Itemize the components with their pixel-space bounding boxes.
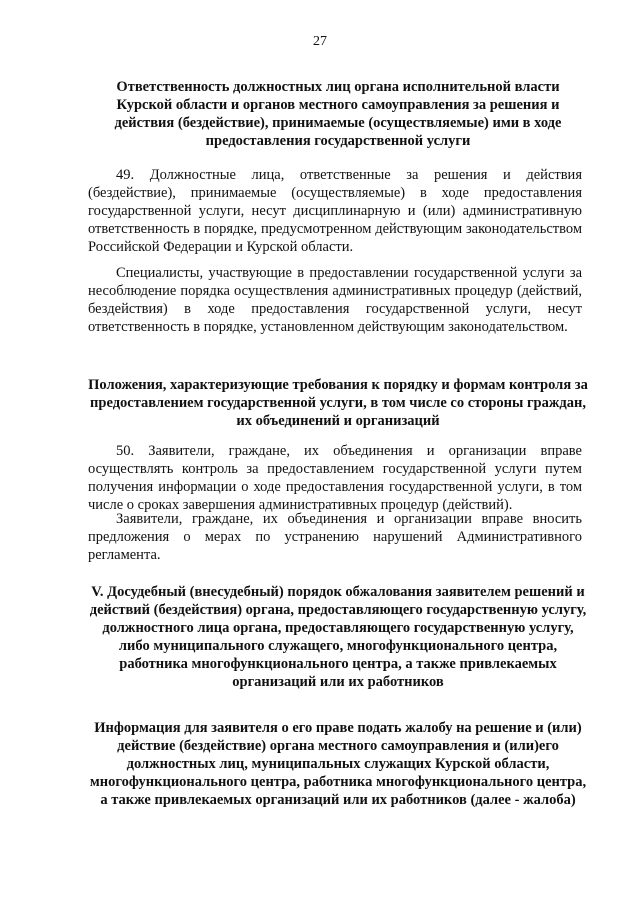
paragraph-49: 49. Должностные лица, ответственные за решения и действия (бездействие), принимаемые (осуществляемые) в ходе предоставления государственной услуги, несут дисциплинарную и (или) административную ответственность в порядке, предусмотренном действующим законодательством Российской Федерации и Курской области. [88, 167, 582, 255]
heading-control: Положения, характеризующие требования к порядку и формам контроля за предоставлением государственной услуги, в том числе со стороны граждан, их объединений и организаций [88, 377, 588, 429]
heading-complaint-info: Информация для заявителя о его праве подать жалобу на решение и (или) действие (бездействие) органа местного самоуправления и (или)его должностных лиц, муниципальных служащих Курской области, многофункционального центра, работника многофункционального центра, а также привлекаемых организаций или их работников (далее - жалоба) [89, 720, 587, 808]
heading-section-v: V. Досудебный (внесудебный) порядок обжалования заявителем решений и действий (бездействия) органа, предоставляющего государственную услугу, должностного лица органа, предоставляющего государственную услугу, либо муниципального служащего, многофункционального центра, работника многофункционального центра, а также привлекаемых организаций или их работников [89, 584, 587, 690]
paragraph-50: 50. Заявители, граждане, их объединения и организации вправе осуществлять контроль за предоставлением государственной услуги путем получения информации о ходе предоставления государственной услуги, в том числе о сроках завершения административных процедур (действий). [88, 443, 582, 513]
paragraph-specialists: Специалисты, участвующие в предоставлении государственной услуги за несоблюдение порядка осуществления административных процедур (действий, бездействия) в ходе предоставления государственной услуги, несут ответственность в порядке, установленном действующим законодательством. [88, 265, 582, 335]
heading-responsibility: Ответственность должностных лиц органа исполнительной власти Курской области и органов местного самоуправления за решения и действия (бездействие), принимаемые (осуществляемые) ими в ходе предоставления государственной услуги [114, 79, 562, 149]
paragraph-proposals: Заявители, граждане, их объединения и организации вправе вносить предложения о мерах по устранению нарушений Административного регламента. [88, 511, 582, 563]
page-number: 27 [313, 34, 327, 49]
